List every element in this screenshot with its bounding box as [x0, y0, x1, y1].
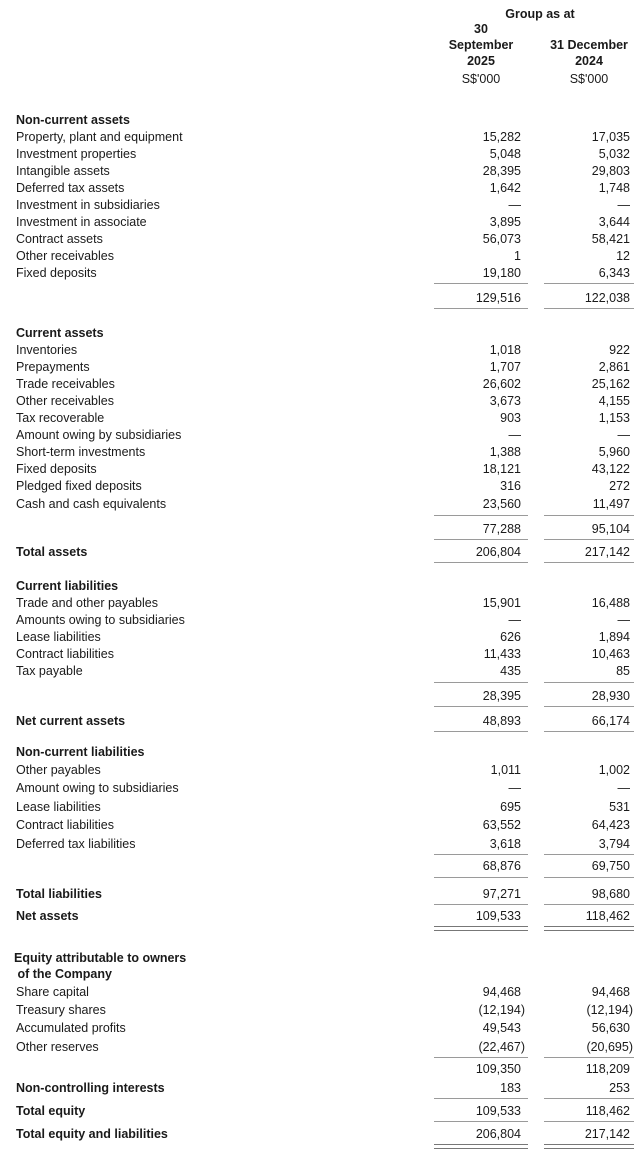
total-equity-row [0, 1103, 640, 1120]
group-header: Group as at [505, 7, 575, 21]
row-label: Treasury shares [16, 1003, 106, 1017]
rule-line [544, 1098, 634, 1099]
value-2025: 109,350 [475, 1062, 521, 1076]
table-row [0, 180, 640, 197]
value-2024: (20,695) [586, 1040, 633, 1054]
rule-line [434, 1121, 528, 1122]
net-assets-row [0, 908, 640, 925]
rule-line [434, 1098, 528, 1099]
row-label: Accumulated profits [16, 1021, 126, 1035]
value-2025: (22,467) [478, 1040, 525, 1054]
value-2024: — [617, 613, 630, 627]
value-2025: 18,121 [482, 462, 521, 476]
rule-line [434, 854, 528, 855]
rule-line [434, 539, 528, 540]
value-2024: 58,421 [591, 232, 630, 246]
table-row [0, 836, 640, 853]
rule-line [544, 904, 634, 905]
table-row [0, 231, 640, 248]
value-2025: 206,804 [475, 545, 521, 559]
table-row [0, 427, 640, 444]
section-title: of the Company [14, 967, 112, 981]
row-label: Deferred tax assets [16, 181, 125, 195]
table-row [0, 410, 640, 427]
value-2024: 43,122 [591, 462, 630, 476]
value-2025: 68,876 [482, 859, 521, 873]
total-assets-row [0, 544, 640, 561]
rule-line [434, 904, 528, 905]
value-2025: 109,533 [475, 909, 521, 923]
rule-line [434, 877, 528, 878]
table-row [0, 762, 640, 779]
row-label: Inventories [16, 343, 78, 357]
row-label: Other reserves [16, 1040, 99, 1054]
rule-line [544, 539, 634, 540]
rule-line [544, 1057, 634, 1058]
row-label: Contract liabilities [16, 818, 114, 832]
section-title: Equity attributable to owners [14, 951, 187, 965]
value-2025: 63,552 [482, 818, 521, 832]
section-heading [0, 578, 640, 595]
value-2024: 64,423 [591, 818, 630, 832]
value-2024: 5,032 [598, 147, 630, 161]
row-label: Other receivables [16, 394, 114, 408]
table-row [0, 1039, 640, 1056]
rule-line [434, 682, 528, 683]
value-2024: 4,155 [598, 394, 630, 408]
net-current-assets-row [0, 713, 640, 730]
value-2024: 3,794 [598, 837, 630, 851]
value-2025: 3,673 [489, 394, 521, 408]
row-label: Deferred tax liabilities [16, 837, 136, 851]
table-row [0, 1002, 640, 1019]
value-2024: (12,194) [586, 1003, 633, 1017]
value-2025: 109,533 [475, 1104, 521, 1118]
column-header-2025-month: September [448, 38, 514, 52]
section-title: Non-current liabilities [16, 745, 145, 759]
column-header-2024 [540, 37, 638, 69]
value-2024: — [617, 198, 630, 212]
rule-line [544, 562, 634, 563]
value-2025: 1,642 [489, 181, 521, 195]
table-row [0, 163, 640, 180]
value-2024: 69,750 [591, 859, 630, 873]
value-2024: 17,035 [591, 130, 630, 144]
table-row [0, 342, 640, 359]
total-equity-and-liabilities-row [0, 1126, 640, 1143]
double-rule-line [434, 1144, 528, 1149]
value-2025: — [508, 781, 521, 795]
rule-line [434, 283, 528, 284]
value-2024: 1,748 [598, 181, 630, 195]
value-2024: 6,343 [598, 266, 630, 280]
table-row [0, 359, 640, 376]
table-row [0, 629, 640, 646]
value-2024: 118,462 [585, 1104, 630, 1118]
section-heading-continued [0, 966, 640, 983]
value-2024: 25,162 [591, 377, 630, 391]
rule-line [544, 731, 634, 732]
value-2025: 15,282 [482, 130, 521, 144]
value-2024: 1,153 [598, 411, 630, 425]
row-label: Total assets [16, 545, 88, 559]
row-label: Intangible assets [16, 164, 110, 178]
value-2025: 129,516 [475, 291, 521, 305]
value-2024: 118,209 [585, 1062, 630, 1076]
table-row [0, 595, 640, 612]
column-header-2025 [434, 21, 528, 69]
row-label: Non-controlling interests [16, 1081, 165, 1095]
value-2025: 1,388 [489, 445, 521, 459]
value-2025: 1,018 [489, 343, 521, 357]
section-heading [0, 950, 640, 967]
section-heading [0, 112, 640, 129]
row-label: Tax recoverable [16, 411, 105, 425]
value-2025: 1,707 [489, 360, 521, 374]
table-row [0, 984, 640, 1001]
subtotal-row [0, 1061, 640, 1078]
table-row [0, 214, 640, 231]
row-label: Fixed deposits [16, 266, 97, 280]
value-2025: — [508, 613, 521, 627]
value-2024: 16,488 [591, 596, 630, 610]
value-2024: 253 [609, 1081, 630, 1095]
column-header-2024-date: 31 December [550, 38, 628, 52]
table-row [0, 129, 640, 146]
row-label: Net assets [16, 909, 79, 923]
value-2025: 903 [500, 411, 521, 425]
value-2025: 11,433 [483, 647, 521, 661]
table-row [0, 799, 640, 816]
row-label: Share capital [16, 985, 89, 999]
value-2025: 28,395 [482, 689, 521, 703]
value-2024: 12 [616, 249, 630, 263]
table-row [0, 646, 640, 663]
value-2024: 56,630 [591, 1021, 630, 1035]
rule-line [434, 308, 528, 309]
subtotal-row [0, 858, 640, 875]
row-label: Contract assets [16, 232, 103, 246]
value-2025: 15,901 [482, 596, 521, 610]
value-2024: 29,803 [591, 164, 630, 178]
row-label: Amount owing to subsidiaries [16, 781, 179, 795]
value-2025: 5,048 [489, 147, 521, 161]
value-2024: 217,142 [584, 1127, 630, 1141]
value-2025: 56,073 [482, 232, 521, 246]
row-label: Net current assets [16, 714, 126, 728]
table-row [0, 817, 640, 834]
section-heading [0, 325, 640, 342]
rule-line [434, 706, 528, 707]
value-2024: 5,960 [598, 445, 630, 459]
subtotal-row [0, 521, 640, 538]
row-label: Total equity and liabilities [16, 1127, 168, 1141]
rule-line [544, 706, 634, 707]
row-label: Contract liabilities [16, 647, 114, 661]
row-label: Fixed deposits [16, 462, 97, 476]
table-row [0, 1020, 640, 1037]
value-2024: 28,930 [591, 689, 630, 703]
section-title: Non-current assets [16, 113, 130, 127]
value-2025: 77,288 [482, 522, 521, 536]
value-2025: 183 [500, 1081, 521, 1095]
row-label: Total liabilities [16, 887, 102, 901]
rule-line [544, 682, 634, 683]
rule-line [434, 515, 528, 516]
value-2024: — [617, 428, 630, 442]
section-title: Current assets [16, 326, 104, 340]
rule-line [544, 515, 634, 516]
value-2025: 19,180 [482, 266, 521, 280]
rule-line [434, 731, 528, 732]
value-2024: 1,002 [598, 763, 630, 777]
row-label: Trade and other payables [16, 596, 158, 610]
value-2024: 10,463 [591, 647, 630, 661]
table-row [0, 496, 640, 513]
table-row [0, 780, 640, 797]
row-label: Pledged fixed deposits [16, 479, 142, 493]
value-2024: 118,462 [585, 909, 630, 923]
row-label: Investment in associate [16, 215, 147, 229]
table-row [0, 146, 640, 163]
value-2025: 316 [500, 479, 521, 493]
row-label: Tax payable [16, 664, 83, 678]
value-2024: 98,680 [591, 887, 630, 901]
value-2025: 435 [500, 664, 521, 678]
table-row [0, 663, 640, 680]
value-2025: 1,011 [490, 763, 521, 777]
row-label: Total equity [16, 1104, 86, 1118]
table-row [0, 478, 640, 495]
value-2024: 531 [609, 800, 630, 814]
value-2025: 97,271 [482, 887, 521, 901]
value-2024: 922 [609, 343, 630, 357]
double-rule-line [544, 926, 634, 931]
value-2025: (12,194) [478, 1003, 525, 1017]
value-2025: 94,468 [482, 985, 521, 999]
table-row [0, 444, 640, 461]
rule-line [544, 1121, 634, 1122]
row-label: Amount owing by subsidiaries [16, 428, 182, 442]
value-2024: 3,644 [598, 215, 630, 229]
row-label: Trade receivables [16, 377, 115, 391]
row-label: Other receivables [16, 249, 114, 263]
value-2024: 11,497 [592, 497, 630, 511]
value-2025: 28,395 [482, 164, 521, 178]
value-2025: 206,804 [475, 1127, 521, 1141]
rule-line [434, 1057, 528, 1058]
section-heading [0, 744, 640, 761]
row-label: Cash and cash equivalents [16, 497, 167, 511]
column-header-2024-year: 2024 [575, 54, 603, 68]
subtotal-row [0, 290, 640, 307]
currency-unit-2024: S$'000 [569, 72, 609, 86]
non-controlling-interests-row [0, 1080, 640, 1097]
double-rule-line [434, 926, 528, 931]
value-2025: 1 [514, 249, 521, 263]
value-2024: 1,894 [598, 630, 630, 644]
value-2025: 48,893 [482, 714, 521, 728]
value-2024: — [617, 781, 630, 795]
value-2025: 3,895 [489, 215, 521, 229]
table-row [0, 248, 640, 265]
value-2025: — [508, 198, 521, 212]
currency-unit-2025: S$'000 [461, 72, 501, 86]
rule-line [544, 283, 634, 284]
value-2025: — [508, 428, 521, 442]
total-liabilities-row [0, 886, 640, 903]
value-2024: 95,104 [591, 522, 630, 536]
value-2024: 217,142 [584, 545, 630, 559]
row-label: Investment properties [16, 147, 137, 161]
table-row [0, 461, 640, 478]
row-label: Prepayments [16, 360, 90, 374]
row-label: Property, plant and equipment [16, 130, 183, 144]
value-2024: 2,861 [598, 360, 630, 374]
table-row [0, 197, 640, 214]
value-2025: 23,560 [482, 497, 521, 511]
double-rule-line [544, 1144, 634, 1149]
value-2024: 272 [609, 479, 630, 493]
table-row [0, 265, 640, 282]
column-header-2025-day: 30 [474, 22, 488, 36]
column-header-2025-year: 2025 [467, 54, 495, 68]
value-2024: 94,468 [591, 985, 630, 999]
row-label: Other payables [16, 763, 101, 777]
table-row [0, 393, 640, 410]
value-2024: 122,038 [584, 291, 630, 305]
table-row [0, 612, 640, 629]
value-2024: 66,174 [591, 714, 630, 728]
value-2025: 49,543 [482, 1021, 521, 1035]
value-2025: 695 [500, 800, 521, 814]
value-2025: 3,618 [489, 837, 521, 851]
value-2024: 85 [616, 664, 630, 678]
table-row [0, 376, 640, 393]
value-2025: 26,602 [482, 377, 521, 391]
row-label: Lease liabilities [16, 800, 101, 814]
rule-line [544, 854, 634, 855]
rule-line [434, 562, 528, 563]
rule-line [544, 877, 634, 878]
rule-line [544, 308, 634, 309]
value-2025: 626 [500, 630, 521, 644]
row-label: Amounts owing to subsidiaries [16, 613, 185, 627]
row-label: Lease liabilities [16, 630, 101, 644]
row-label: Short-term investments [16, 445, 146, 459]
subtotal-row [0, 688, 640, 705]
section-title: Current liabilities [16, 579, 119, 593]
row-label: Investment in subsidiaries [16, 198, 160, 212]
